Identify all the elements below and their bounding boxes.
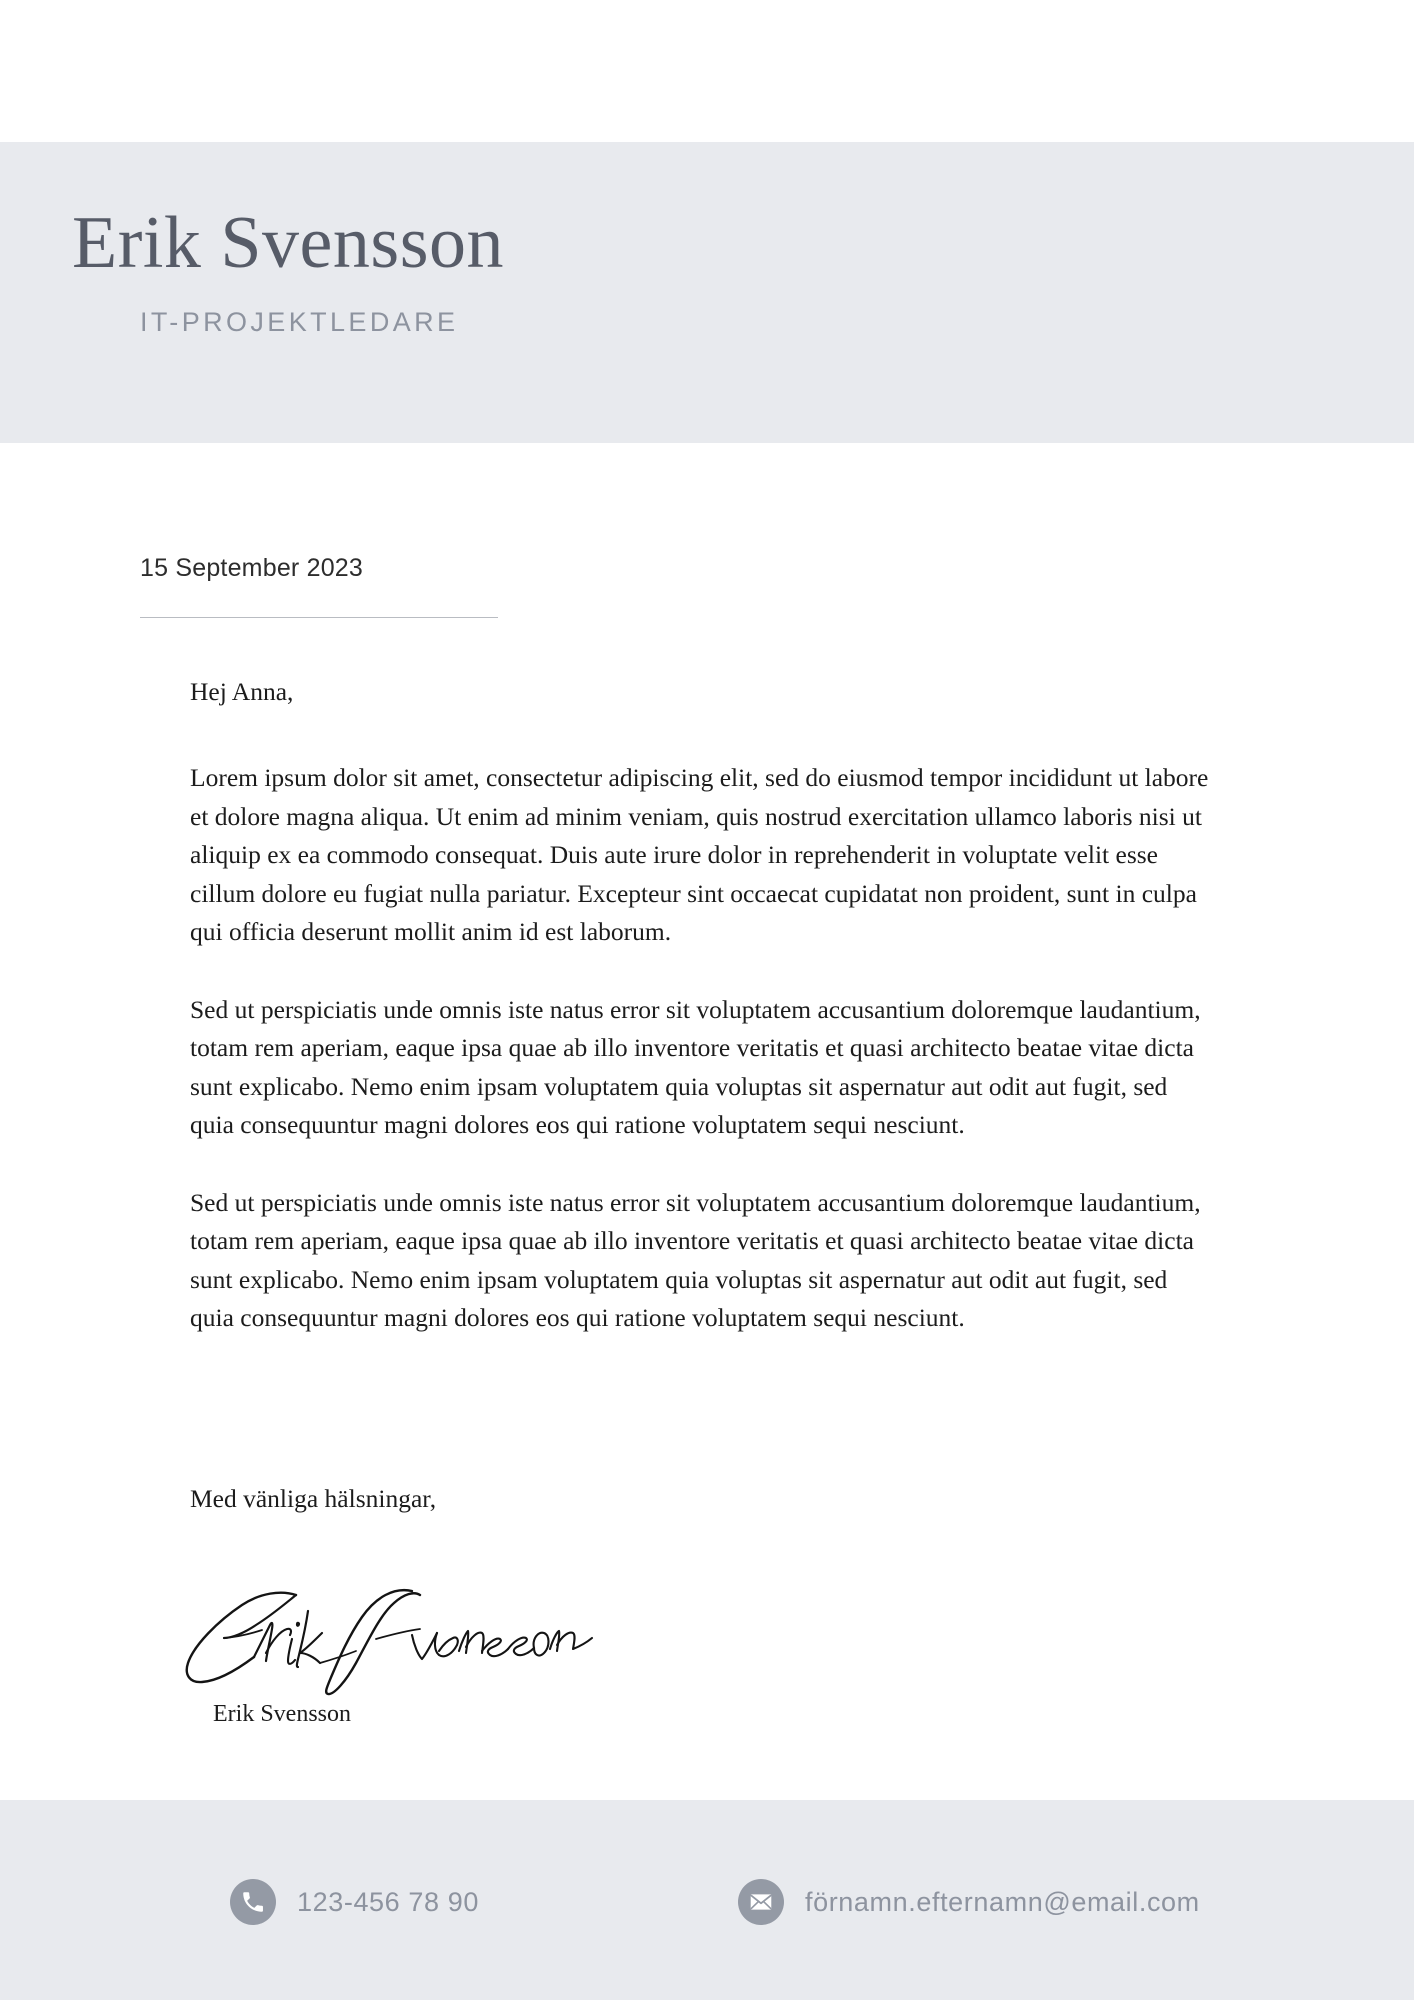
envelope-icon [738,1879,784,1925]
page-title: Erik Svensson [72,202,504,284]
letter-paragraph-3: Sed ut perspiciatis unde omnis iste natus error sit voluptatem accusantium doloremque laudantium, totam rem aperiam, eaque ipsa quae ab illo inventore veritatis et quasi architecto beatae vitae dicta sunt explicabo. Nemo enim ipsam voluptatem quia voluptas sit aspernatur aut odit aut fugit, sed quia consequuntur magni dolores eos qui ratione voluptatem sequi nesciunt. [190,1187,1201,1332]
letter-greeting: Hej Anna, [190,677,294,706]
phone-icon [230,1879,276,1925]
date-block [140,552,498,618]
footer-band [0,1800,1414,2000]
footer-contact-row [0,1800,1414,2000]
letter-closing: Med vänliga hälsningar, [190,1484,437,1513]
header-content [72,142,1414,443]
letter-paragraph-2: Sed ut perspiciatis unde omnis iste natus error sit voluptatem accusantium doloremque laudantium, totam rem aperiam, eaque ipsa quae ab illo inventore veritatis et quasi architecto beatae vitae dicta sunt explicabo. Nemo enim ipsam voluptatem quia voluptas sit aspernatur aut odit aut fugit, sed quia consequuntur magni dolores eos qui ratione voluptatem sequi nesciunt. [190,994,1201,1139]
email-address-text: förnamn.efternamn@email.com [805,1887,1200,1917]
phone-number-text: 123-456 78 90 [297,1887,479,1917]
job-role-subtitle: IT-PROJEKTLEDARE [140,307,459,337]
signature-printed-name: Erik Svensson [213,1701,351,1727]
contact-phone[interactable] [230,1879,479,1925]
signature-image [180,1581,600,1701]
header-band [0,142,1414,443]
letter-date: 15 September 2023 [140,554,364,582]
date-divider [140,617,498,618]
letter-paragraph-1: Lorem ipsum dolor sit amet, consectetur adipiscing elit, sed do eiusmod tempor incididunt ut labore et dolore magna aliqua. Ut enim ad minim veniam, quis nostrud exercitation ullamco laboris nisi ut aliquip ex ea commodo consequat. Duis aute irure dolor in reprehenderit in voluptate velit esse cillum dolore eu fugiat nulla pariatur. Excepteur sint occaecat cupidatat non proident, sunt in culpa qui officia deserunt mollit anim id est laborum. [190,763,1209,946]
letter-text-column [190,673,1210,1338]
contact-email[interactable] [738,1879,1200,1925]
